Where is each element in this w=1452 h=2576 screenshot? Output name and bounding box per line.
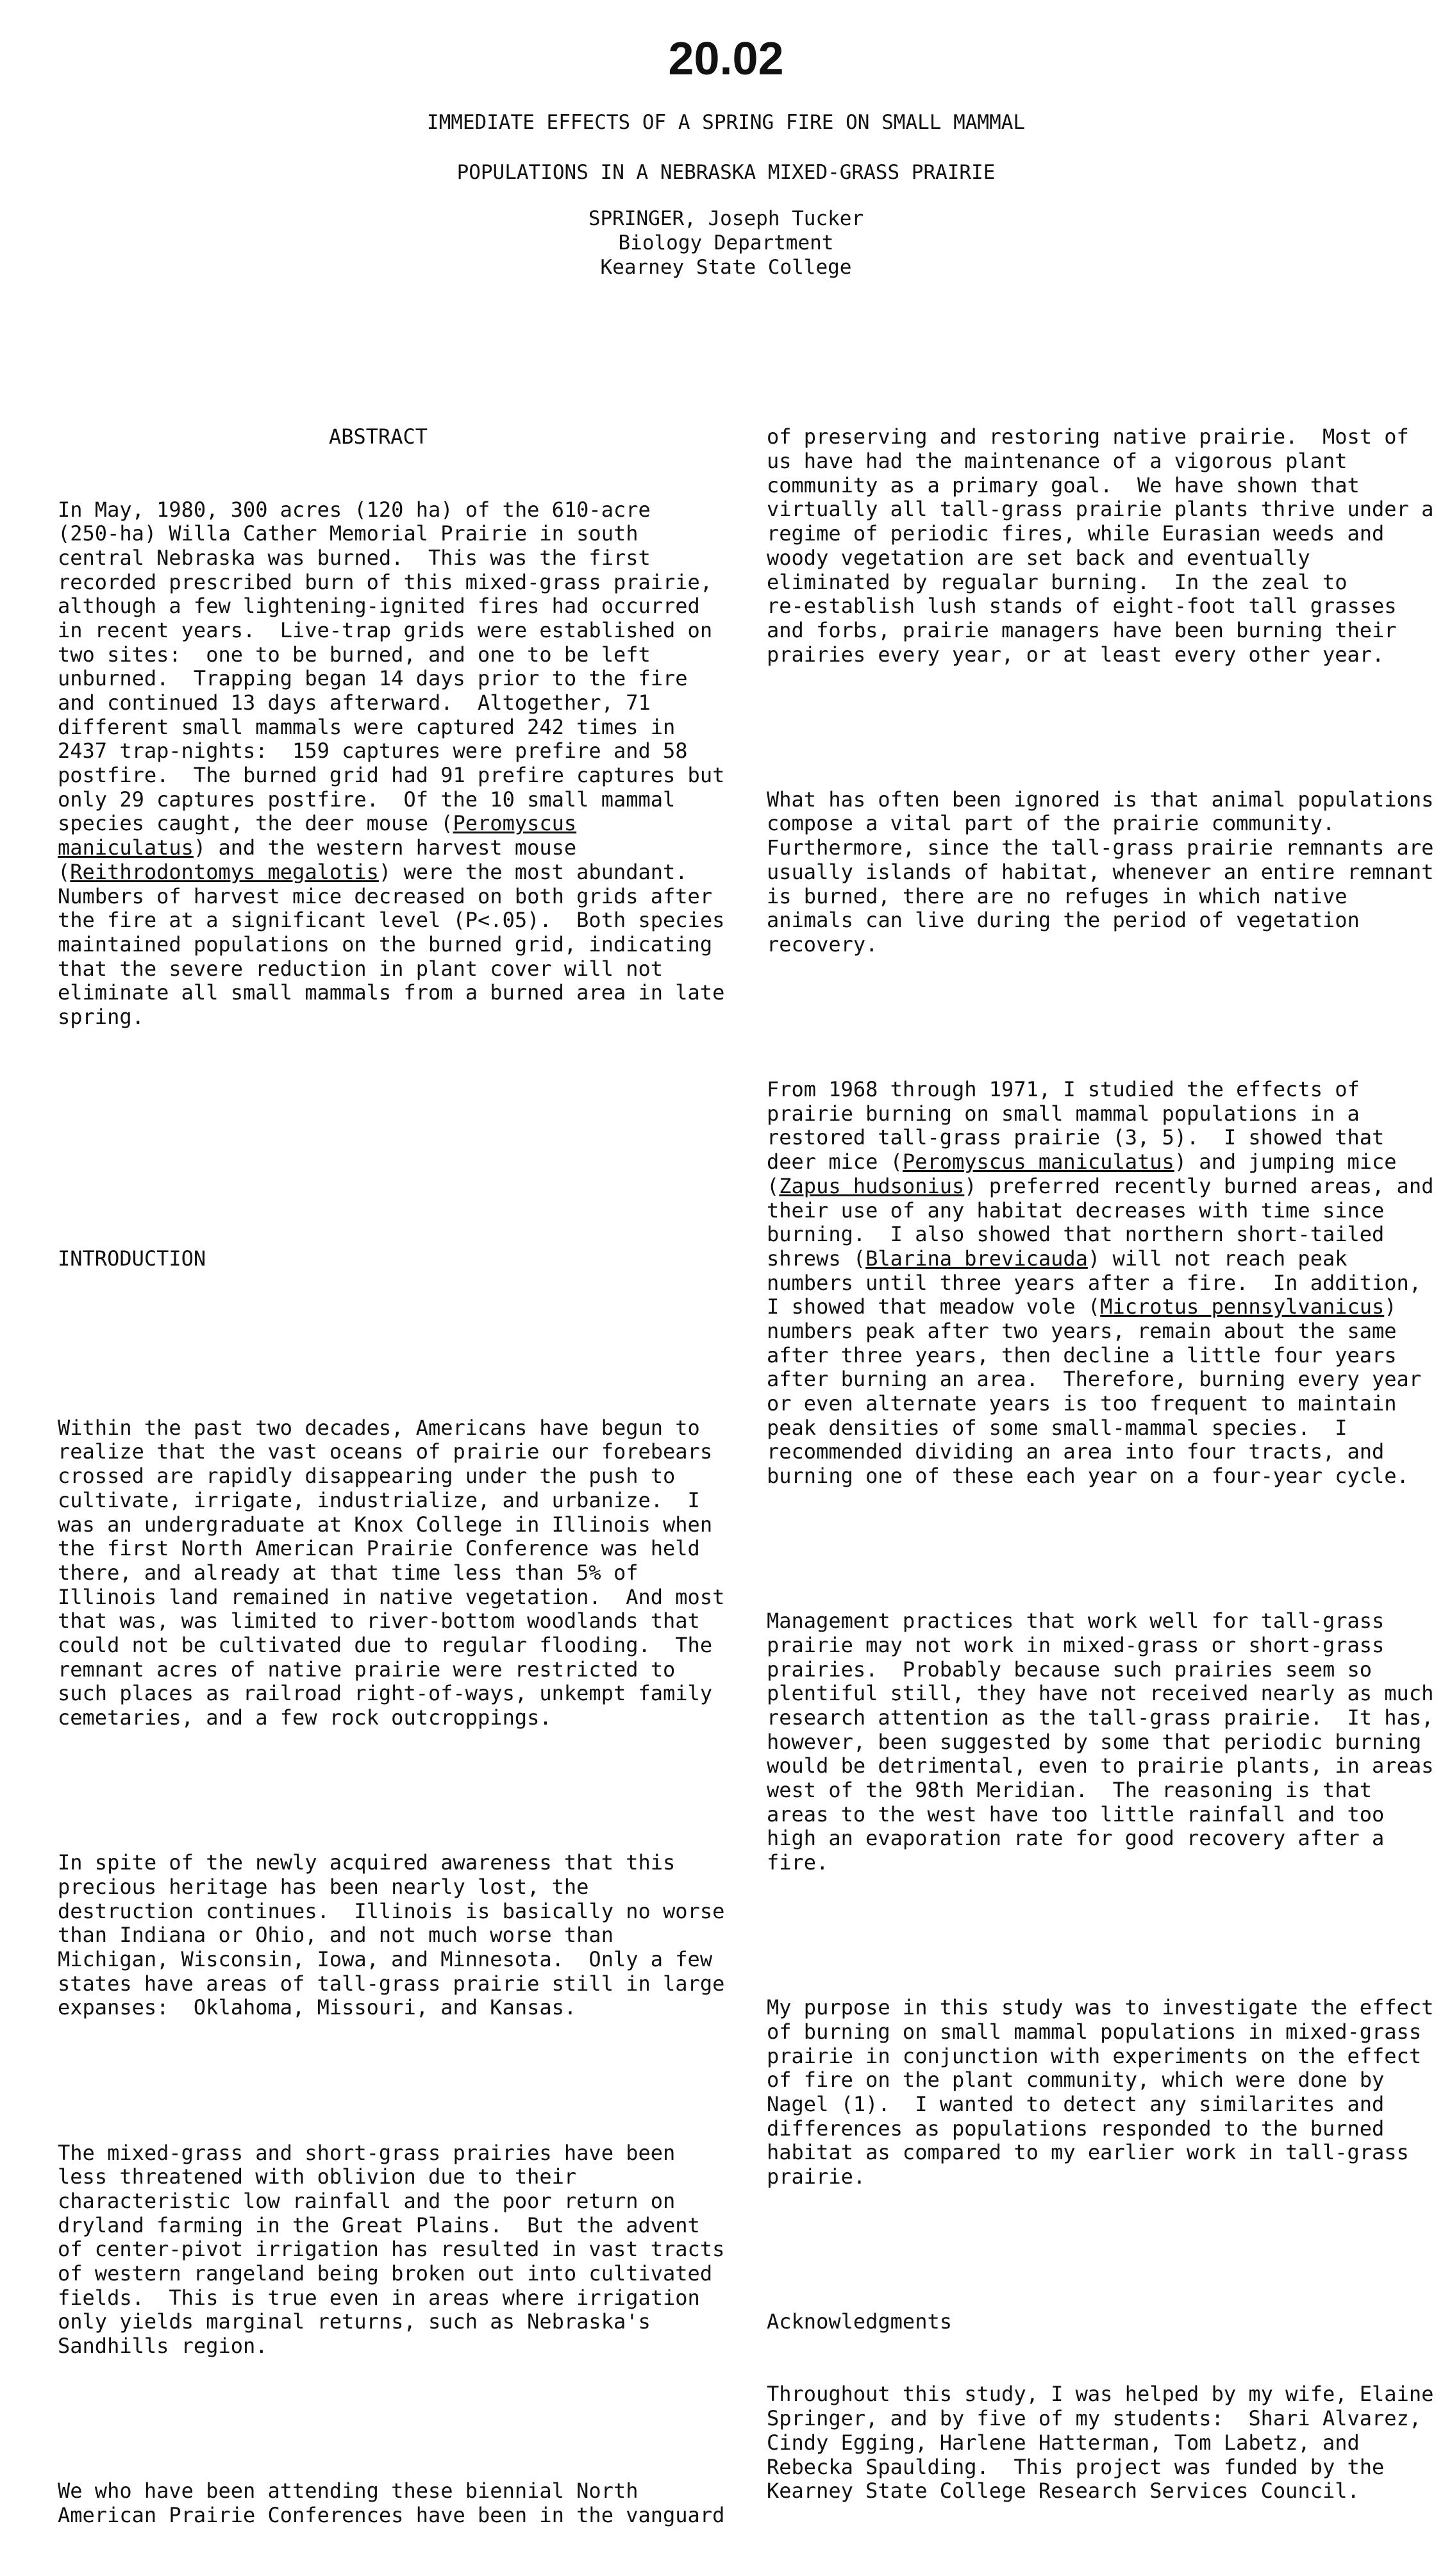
text-line: In spite of the newly acquired awareness that this — [58, 1850, 676, 1875]
author-institution: Kearney State College — [600, 256, 852, 279]
text-line: of fire on the plant community, which were done by — [767, 2068, 1385, 2093]
text-line: of center-pivot irrigation has resulted in vast tracts — [58, 2237, 724, 2262]
right-paragraph-2 — [767, 788, 1433, 957]
text-line: (Reithrodontomys megalotis) were the most abundant. — [58, 859, 688, 884]
text-line: prairie. — [767, 2164, 866, 2189]
text-line: that was, was limited to river-bottom woodlands that — [58, 1609, 700, 1634]
text-line: although a few lightening-ignited fires had occurred — [58, 594, 700, 619]
text-line: research attention as the tall-grass prairie. It has, — [767, 1705, 1433, 1730]
text-line: Numbers of harvest mice decreased on both grids after — [58, 883, 713, 908]
text-line: such places as railroad right-of-ways, unkempt family — [58, 1681, 713, 1706]
text-line: re-establish lush stands of eight-foot tall grasses — [767, 594, 1397, 619]
text-line: the fire at a significant level (P<.05). Both species — [58, 908, 724, 933]
text-line: areas to the west have too little rainfall and too — [767, 1802, 1385, 1827]
text-line: Cindy Egging, Harlene Hatterman, Tom Labetz, and — [767, 2430, 1360, 2455]
text-line: in recent years. Live-trap grids were established on — [58, 617, 713, 642]
text-line: 2437 trap-nights: 159 captures were prefire and 58 — [58, 739, 688, 764]
text-line: prairies. Probably because such prairies seem so — [767, 1657, 1373, 1682]
text-line: Rebecka Spaulding. This project was funded by the — [767, 2454, 1385, 2479]
text-line: cultivate, irrigate, industrialize, and urbanize. I — [58, 1487, 700, 1512]
text-line: however, been suggested by some that periodic burning — [767, 1729, 1422, 1754]
text-line: prairies every year, or at least every other year. — [767, 642, 1385, 667]
right-paragraph-5 — [767, 1996, 1433, 2189]
text-line: precious heritage has been nearly lost, the — [58, 1874, 589, 1899]
text-line: recorded prescribed burn of this mixed-grass prairie, — [58, 569, 713, 594]
text-line: prairie may not work in mixed-grass or short-grass — [767, 1632, 1385, 1657]
text-line: destruction continues. Illinois is basically no worse — [58, 1898, 724, 1923]
text-line: numbers until three years after a fire. In addition, — [767, 1270, 1422, 1295]
text-line: expanses: Oklahoma, Missouri, and Kansas. — [58, 1995, 577, 2020]
text-line: restored tall-grass prairie (3, 5). I showed that — [767, 1125, 1385, 1150]
text-line: could not be cultivated due to regular flooding. The — [58, 1632, 713, 1657]
text-line: of burning on small mammal populations in mixed-grass — [767, 2020, 1422, 2045]
text-line: We who have been attending these biennial North — [58, 2479, 638, 2504]
intro-paragraph-3 — [58, 2141, 724, 2359]
text-line: spring. — [58, 1004, 144, 1029]
text-line: than Indiana or Ohio, and not much worse than — [58, 1923, 613, 1948]
text-line: community as a primary goal. We have shown that — [767, 473, 1360, 498]
text-line: of preserving and restoring native prairie. Most of — [767, 424, 1409, 449]
text-line: deer mice (Peromyscus maniculatus) and jumping mice — [767, 1150, 1397, 1175]
text-line: maintained populations on the burned grid, indicating — [58, 932, 713, 957]
text-line: characteristic low rainfall and the poor return on — [58, 2188, 676, 2213]
text-line: fire. — [767, 1850, 829, 1875]
introduction-heading: INTRODUCTION — [58, 1246, 206, 1271]
intro-paragraph-2 — [58, 1851, 724, 2020]
text-line: or even alternate years is too frequent to maintain — [767, 1391, 1397, 1416]
text-line: of western rangeland being broken out into cultivated — [58, 2261, 713, 2286]
text-line: unburned. Trapping began 14 days prior to the fire — [58, 666, 688, 691]
text-line: two sites: one to be burned, and one to be left — [58, 642, 651, 667]
text-line: compose a vital part of the prairie community. — [767, 811, 1335, 836]
text-line: less threatened with oblivion due to their — [58, 2164, 577, 2189]
text-line: and continued 13 days afterward. Altogether, 71 — [58, 690, 651, 715]
text-line: that the severe reduction in plant cover will not — [58, 956, 663, 981]
intro-paragraph-1 — [58, 1416, 724, 1730]
text-line: realize that the vast oceans of prairie our forebears — [58, 1439, 713, 1464]
text-line: crossed are rapidly disappearing under the push to — [58, 1464, 676, 1489]
text-line: My purpose in this study was to investigate the effect — [767, 1995, 1433, 2020]
right-paragraph-4 — [767, 1609, 1433, 1875]
text-line: cemetaries, and a few rock outcroppings. — [58, 1705, 552, 1730]
text-line: remnant acres of native prairie were restricted to — [58, 1657, 676, 1682]
text-line: and forbs, prairie managers have been burning their — [767, 617, 1397, 642]
text-line: Michigan, Wisconsin, Iowa, and Minnesota. Only a few — [58, 1946, 713, 1971]
text-line: regime of periodic fires, while Eurasian weeds and — [767, 521, 1385, 546]
text-line: recommended dividing an area into four tracts, and — [767, 1439, 1385, 1464]
text-line: only 29 captures postfire. Of the 10 small mammal — [58, 787, 676, 812]
text-line: us have had the maintenance of a vigorous plant — [767, 449, 1348, 474]
text-line: numbers peak after two years, remain about the same — [767, 1318, 1397, 1343]
text-line: The mixed-grass and short-grass prairies have been — [58, 2140, 676, 2165]
text-line: animals can live during the period of vegetation — [767, 908, 1360, 933]
title-line-1: IMMEDIATE EFFECTS OF A SPRING FIRE ON SMALL MAMMAL — [426, 111, 1026, 134]
author-department: Biology Department — [618, 231, 834, 255]
text-line: after burning an area. Therefore, burning every year — [767, 1367, 1422, 1392]
text-line: fields. This is true even in areas where irrigation — [58, 2285, 700, 2310]
text-line: prairie burning on small mammal populations in a — [767, 1101, 1360, 1126]
text-line: eliminated by regualar burning. In the zeal to — [767, 569, 1348, 594]
text-line: only yields marginal returns, such as Nebraska's — [58, 2309, 651, 2334]
text-line: virtually all tall-grass prairie plants thrive under a — [767, 497, 1433, 522]
text-line: states have areas of tall-grass prairie still in large — [58, 1971, 724, 1996]
right-paragraph-1 — [767, 425, 1433, 667]
text-line: is burned, there are no refuges in which native — [767, 883, 1348, 908]
text-line: Kearney State College Research Services Council. — [767, 2479, 1360, 2504]
text-line: prairie in conjunction with experiments on the effect — [767, 2043, 1422, 2068]
text-line: Illinois land remained in native vegetation. And most — [58, 1584, 724, 1609]
text-line: species caught, the deer mouse (Peromyscus — [58, 811, 577, 836]
left-column — [58, 377, 724, 2576]
text-line: What has often been ignored is that animal populations — [767, 787, 1433, 812]
text-line: Furthermore, since the tall-grass prairie remnants are — [767, 835, 1433, 860]
text-line: the first North American Prairie Conference was held — [58, 1536, 700, 1561]
author-name: SPRINGER, Joseph Tucker — [588, 207, 864, 230]
text-line: In May, 1980, 300 acres (120 ha) of the 610-acre — [58, 497, 651, 522]
text-line: west of the 98th Meridian. The reasoning is that — [767, 1778, 1373, 1803]
right-column — [767, 377, 1433, 2552]
text-line: I showed that meadow vole (Microtus pennsylvanicus) — [767, 1294, 1397, 1319]
text-line: was an undergraduate at Knox College in Illinois when — [58, 1512, 713, 1537]
abstract-body — [58, 498, 724, 1030]
text-line: recovery. — [767, 932, 878, 957]
text-line: their use of any habitat decreases with time since — [767, 1198, 1385, 1223]
text-line: peak densities of some small-mammal species. I — [767, 1415, 1348, 1440]
text-line: Throughout this study, I was helped by my wife, Elaine — [767, 2382, 1433, 2407]
abstract-heading: ABSTRACT — [328, 424, 428, 449]
text-line: plentiful still, they have not received nearly as much — [767, 1681, 1433, 1706]
text-line: (Zapus hudsonius) preferred recently burned areas, and — [767, 1173, 1433, 1198]
text-line: Sandhills region. — [58, 2334, 268, 2359]
text-line: after three years, then decline a little four years — [767, 1342, 1397, 1367]
text-line: would be detrimental, even to prairie plants, in areas — [767, 1753, 1433, 1778]
text-line: Springer, and by five of my students: Shari Alvarez, — [767, 2406, 1422, 2431]
paper-number: 20.02 — [668, 33, 784, 85]
acknowledgments-heading: Acknowledgments — [767, 2309, 952, 2334]
text-line: Within the past two decades, Americans have begun to — [58, 1415, 700, 1440]
text-line: habitat as compared to my earlier work in tall-grass — [767, 2140, 1409, 2165]
text-line: eliminate all small mammals from a burned area in late — [58, 980, 724, 1005]
text-line: differences as populations responded to the burned — [767, 2116, 1385, 2141]
text-line: From 1968 through 1971, I studied the effects of — [767, 1077, 1360, 1102]
text-line: Nagel (1). I wanted to detect any similarites and — [767, 2092, 1385, 2117]
text-line: central Nebraska was burned. This was the first — [58, 545, 651, 570]
text-line: burning. I also showed that northern short-tailed — [767, 1222, 1385, 1247]
text-line: woody vegetation are set back and eventually — [767, 545, 1310, 570]
text-line: burning one of these each year on a four-year cycle. — [767, 1464, 1409, 1489]
text-line: (250-ha) Willa Cather Memorial Prairie in south — [58, 521, 638, 546]
text-line: different small mammals were captured 242 times in — [58, 714, 676, 739]
text-line: Management practices that work well for tall-grass — [767, 1609, 1385, 1634]
text-line: postfire. The burned grid had 91 prefire captures but — [58, 763, 724, 788]
text-line: American Prairie Conferences have been in the vanguard — [58, 2502, 724, 2527]
intro-paragraph-4 — [58, 2479, 724, 2527]
right-paragraph-3 — [767, 1078, 1433, 1489]
text-line: maniculatus) and the western harvest mouse — [58, 835, 577, 860]
text-line: there, and already at that time less than 5% of — [58, 1560, 638, 1585]
text-line: shrews (Blarina brevicauda) will not reach peak — [767, 1246, 1348, 1271]
acknowledgments-body — [767, 2382, 1433, 2503]
text-line: usually islands of habitat, whenever an entire remnant — [767, 859, 1433, 884]
text-line: high an evaporation rate for good recovery after a — [767, 1826, 1385, 1851]
title-line-2: POPULATIONS IN A NEBRASKA MIXED-GRASS PRAIRIE — [456, 161, 996, 184]
text-line: dryland farming in the Great Plains. But the advent — [58, 2212, 700, 2237]
